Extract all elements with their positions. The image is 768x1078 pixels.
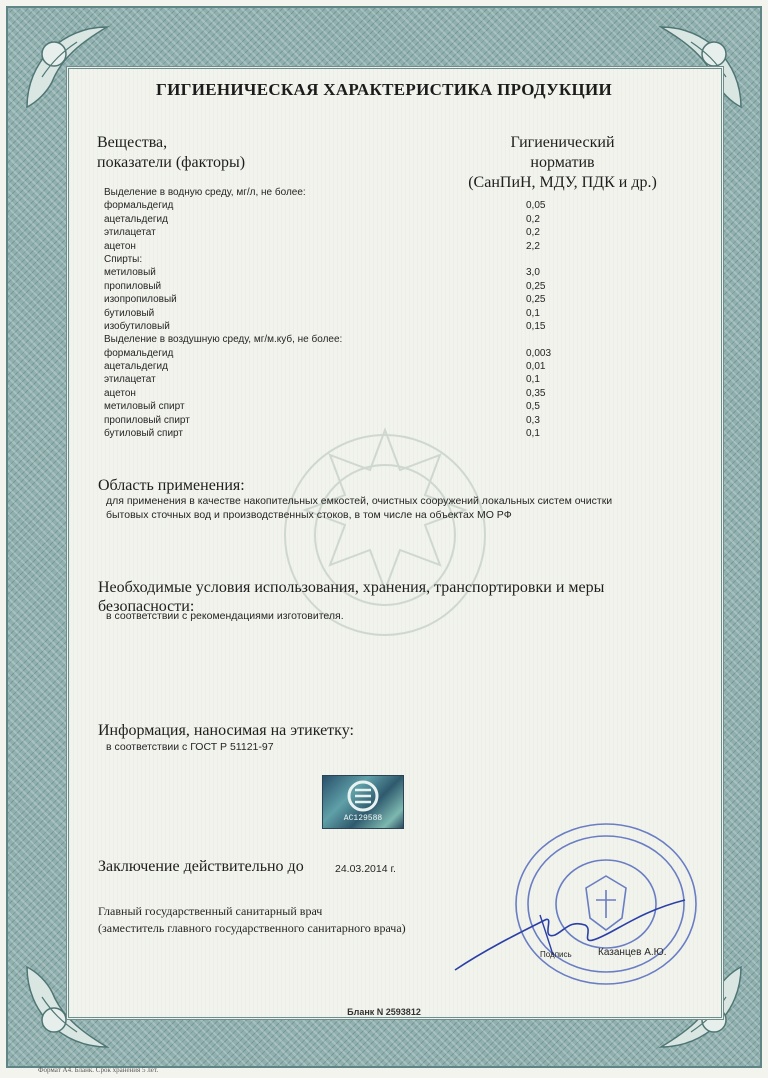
table-row	[104, 333, 664, 346]
hologram-seal	[322, 775, 404, 829]
substance-name: Выделение в водную среду, мг/л, не более:	[104, 187, 306, 198]
norm-value: 0,25	[526, 294, 546, 306]
label-info-text: в соответствии с ГОСТ Р 51121-97	[106, 741, 274, 753]
substance-name: бутиловый спирт	[104, 428, 183, 440]
table-row	[104, 360, 664, 373]
table-row	[104, 253, 664, 266]
norm-value: 0,2	[526, 213, 540, 225]
substance-name: формальдегид	[104, 200, 174, 212]
norm-value	[526, 253, 646, 266]
table-row	[104, 293, 664, 306]
scope-heading: Область применения:	[98, 477, 245, 494]
substance-name: ацетальдегид	[104, 213, 168, 225]
table-row	[104, 226, 664, 239]
substance-name: этилацетат	[104, 227, 156, 239]
conditions-text: в соответствии с рекомендациями изготовителя.	[106, 610, 344, 622]
format-note: Формат А4. Бланк. Срок хранения 5 лет.	[38, 1066, 159, 1074]
substance-name: этилацетат	[104, 374, 156, 386]
norm-value: 0,05	[526, 200, 546, 212]
norm-value: 0,5	[526, 401, 540, 413]
table-row	[104, 427, 664, 440]
norm-value: 0,1	[526, 374, 540, 386]
scope-text: для применения в качестве накопительных емкостей, очистных сооружений локальных систем очистки бытовых сточных вод и производственных стоков, в том числе на объектах МО РФ	[106, 495, 613, 521]
table-row	[104, 414, 664, 427]
substance-name: метиловый спирт	[104, 401, 185, 413]
norm-value: 0,003	[526, 347, 552, 359]
substance-name: бутиловый	[104, 307, 155, 319]
substance-name: ацетальдегид	[104, 361, 168, 373]
substance-name: пропиловый спирт	[104, 414, 190, 426]
substance-name: Выделение в воздушную среду, мг/м.куб, не более:	[104, 334, 343, 346]
substances-column-header: Вещества, показатели (факторы)	[97, 134, 246, 171]
norm-value: 0,35	[526, 387, 546, 399]
table-row	[104, 266, 664, 279]
norm-value	[526, 186, 646, 199]
substance-name: изобутиловый	[104, 320, 170, 332]
norm-value: 0,3	[526, 414, 540, 426]
norm-value	[526, 333, 646, 346]
conditions-heading: Необходимые условия использования, хранения, транспортировки и меры безопасности:	[98, 579, 605, 615]
signatory-block: Главный государственный санитарный врач (заместитель главного государственного санитарного врача)	[98, 904, 406, 935]
table-row	[104, 199, 664, 212]
substance-name: пропиловый	[104, 280, 162, 292]
table-row	[104, 240, 664, 253]
validity-date: 24.03.2014 г.	[335, 863, 396, 875]
substance-name: ацетон	[104, 240, 136, 252]
table-row	[104, 213, 664, 226]
validity-label: Заключение действительно до	[98, 858, 304, 875]
norm-value: 3,0	[526, 267, 540, 279]
table-row	[104, 320, 664, 333]
substance-name: ацетон	[104, 387, 136, 399]
label-info-heading: Информация, наносимая на этикетку:	[98, 722, 354, 739]
table-row	[104, 387, 664, 400]
norm-value: 0,01	[526, 361, 546, 373]
table-row	[104, 186, 664, 199]
table-row	[104, 400, 664, 413]
substance-name: изопропиловый	[104, 294, 177, 306]
norm-value: 2,2	[526, 240, 540, 252]
table-row	[104, 280, 664, 293]
table-row	[104, 347, 664, 360]
substance-name: метиловый	[104, 267, 156, 279]
norm-value: 0,25	[526, 280, 546, 292]
hologram-code: АС129588	[343, 814, 383, 823]
signatory-name: Казанцев А.Ю.	[598, 947, 667, 958]
norm-column-header: Гигиенический норматив (СанПиН, МДУ, ПДК и др.)	[468, 134, 657, 191]
norm-value: 0,2	[526, 227, 540, 239]
signature-label: Подпись	[540, 950, 572, 959]
table-row	[104, 307, 664, 320]
substance-name: Спирты:	[104, 253, 143, 265]
signature-icon	[445, 880, 695, 980]
substance-name: формальдегид	[104, 347, 174, 359]
hygienic-table	[104, 186, 664, 440]
document-title: ГИГИЕНИЧЕСКАЯ ХАРАКТЕРИСТИКА ПРОДУКЦИИ	[155, 80, 613, 99]
norm-value: 0,1	[526, 428, 540, 440]
norm-value: 0,1	[526, 307, 540, 319]
norm-value: 0,15	[526, 320, 546, 332]
table-row	[104, 373, 664, 386]
blank-number: Бланк N 2593812	[347, 1007, 421, 1017]
